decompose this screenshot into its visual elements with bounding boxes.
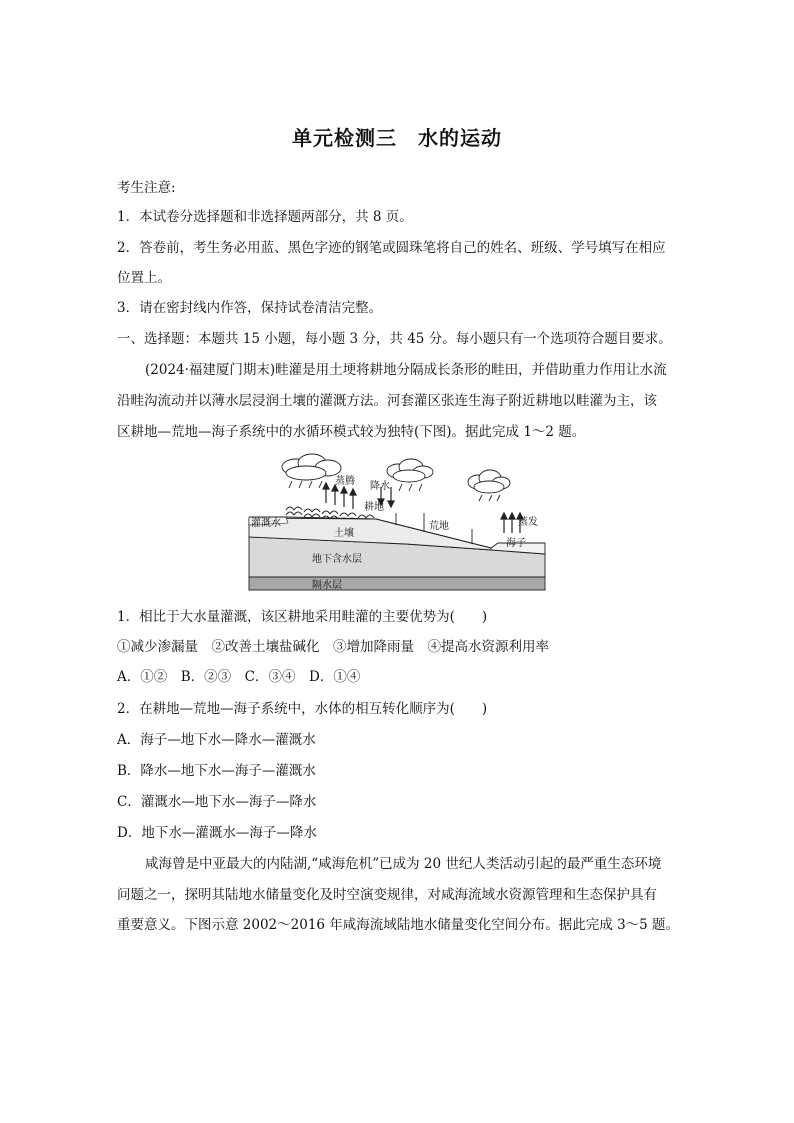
- question-statements: ①减少渗漏量 ②改善土壤盐碱化 ③增加降雨量 ④提高水资源利用率: [117, 639, 549, 655]
- notice-item: 3．请在密封线内作答，保持试卷清洁完整。: [117, 300, 383, 316]
- question-option: B．降水—地下水—海子—灌溉水: [117, 763, 316, 779]
- passage-line: 咸海曾是中亚最大的内陆湖,“咸海危机”已成为 20 世纪人类活动引起的最严重生态环境: [145, 856, 662, 872]
- section-heading: 一、选择题：本题共 15 小题，每小题 3 分，共 45 分。每小题只有一个选项符合题目要求。: [117, 331, 672, 347]
- cloud-icon: [468, 470, 510, 493]
- passage-line: 区耕地—荒地—海子系统中的水循环模式较为独特(下图)。据此完成 1～2 题。: [117, 424, 586, 440]
- question-stem: 2．在耕地—荒地—海子系统中，水体的相互转化顺序为( ): [117, 701, 488, 717]
- notice-item: 2．答卷前，考生务必用蓝、黑色字迹的钢笔或圆珠笔将自己的姓名、班级、学号填写在相应: [117, 240, 666, 256]
- aquiclude-layer: [249, 577, 545, 590]
- label-farmland: 耕地: [364, 502, 384, 513]
- question-option: A．海子—地下水—降水—灌溉水: [117, 732, 316, 748]
- notice-item: 1．本试卷分选择题和非选择题两部分，共 8 页。: [117, 209, 413, 225]
- label-wasteland: 荒地: [429, 521, 449, 532]
- label-aquifer: 地下含水层: [312, 554, 362, 565]
- cloud-icon: [282, 454, 341, 480]
- passage-line: 重要意义。下图示意 2002～2016 年咸海流域陆地水储量变化空间分布。据此完成 3～5 题。: [117, 917, 680, 933]
- label-precipitation: 降水: [370, 481, 390, 492]
- label-irrigation-water: 灌溉水: [251, 518, 281, 529]
- question-stem: 1．相比于大水量灌溉，该区耕地采用畦灌的主要优势为( ): [117, 609, 488, 625]
- passage-line: 沿畦沟流动并以薄水层浸润土壤的灌溉方法。河套灌区张连生海子附近耕地以畦灌为主，该: [117, 393, 657, 409]
- passage-line: 问题之一，探明其陆地水储量变化及时空演变规律，对咸海流域水资源管理和生态保护具有: [117, 887, 657, 903]
- diagram-svg: [246, 453, 548, 593]
- cloud-icon: [387, 459, 433, 482]
- label-evaporation: 蒸发: [518, 517, 538, 528]
- label-aquiclude: 隔水层: [312, 580, 342, 591]
- passage-line: (2024·福建厦门期末)畦灌是用土埂将耕地分隔成长条形的畦田，并借助重力作用让水流: [145, 362, 667, 378]
- page-title: 单元检测三 水的运动: [292, 126, 502, 150]
- notice-item: 位置上。: [117, 270, 171, 286]
- label-lake: 海子: [506, 538, 526, 549]
- label-transpiration: 蒸腾: [335, 476, 355, 487]
- question-option: C．灌溉水—地下水—海子—降水: [117, 794, 317, 810]
- notice-heading: 考生注意:: [117, 180, 176, 196]
- label-soil: 土壤: [334, 528, 354, 539]
- question-option: D．地下水—灌溉水—海子—降水: [117, 825, 317, 841]
- water-cycle-diagram: [246, 453, 548, 593]
- question-options: A．①② B．②③ C．③④ D．①④: [117, 669, 361, 685]
